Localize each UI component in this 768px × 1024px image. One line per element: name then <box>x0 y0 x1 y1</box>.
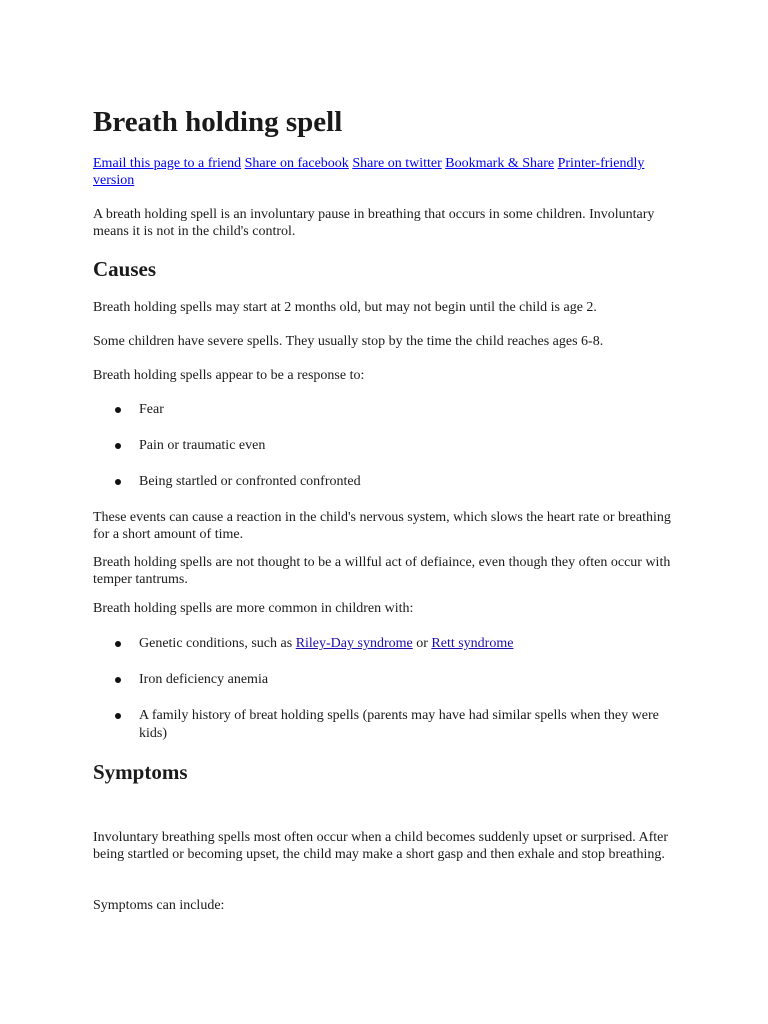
bullet-icon <box>115 677 121 683</box>
causes-heading: Causes <box>93 257 157 281</box>
facebook-share-link[interactable]: Share on facebook <box>244 156 349 171</box>
twitter-share-link[interactable]: Share on twitter <box>352 156 442 171</box>
bullet-icon <box>115 443 121 449</box>
causes-paragraph-6: Breath holding spells are more common in children with: <box>93 601 414 616</box>
bullet-icon <box>115 641 121 647</box>
causes-paragraph-4: These events can cause a reaction in the child's nervous system, which slows the heart rate or breathing for a short amount of time. <box>93 510 671 542</box>
symptoms-paragraph-1: Involuntary breathing spells most often occur when a child becomes suddenly upset or surprised. After being startled or becoming upset, the child may make a short gasp and then exhale and stop breathing. <box>93 830 669 862</box>
bookmark-share-link[interactable]: Bookmark & Share <box>445 156 555 171</box>
causes-paragraph-3: Breath holding spells appear to be a response to: <box>93 368 365 383</box>
share-links <box>93 155 683 189</box>
causes-paragraph-1: Breath holding spells may start at 2 months old, but may not begin until the child is age 2. <box>93 300 597 315</box>
printer-friendly-link[interactable]: Printer-friendly version <box>93 156 645 188</box>
riley-day-syndrome-link[interactable]: Riley-Day syndrome <box>295 636 413 651</box>
intro-paragraph: A breath holding spell is an involuntary pause in breathing that occurs in some children. Involuntary means it is not in the child's control. <box>93 207 655 239</box>
bullet-icon <box>115 713 121 719</box>
causes-paragraph-5: Breath holding spells are not thought to be a willful act of defiaince, even though they often occur with temper tantrums. <box>93 555 671 587</box>
bullet-icon <box>115 407 121 413</box>
rett-syndrome-link[interactable]: Rett syndrome <box>431 636 514 651</box>
causes-paragraph-2: Some children have severe spells. They usually stop by the time the child reaches ages 6-8. <box>93 334 604 349</box>
symptoms-heading: Symptoms <box>93 760 188 784</box>
page-title: Breath holding spell <box>93 106 343 138</box>
symptoms-paragraph-2: Symptoms can include: <box>93 898 225 913</box>
bullet-icon <box>115 479 121 485</box>
email-link[interactable]: Email this page to a friend <box>93 156 242 171</box>
